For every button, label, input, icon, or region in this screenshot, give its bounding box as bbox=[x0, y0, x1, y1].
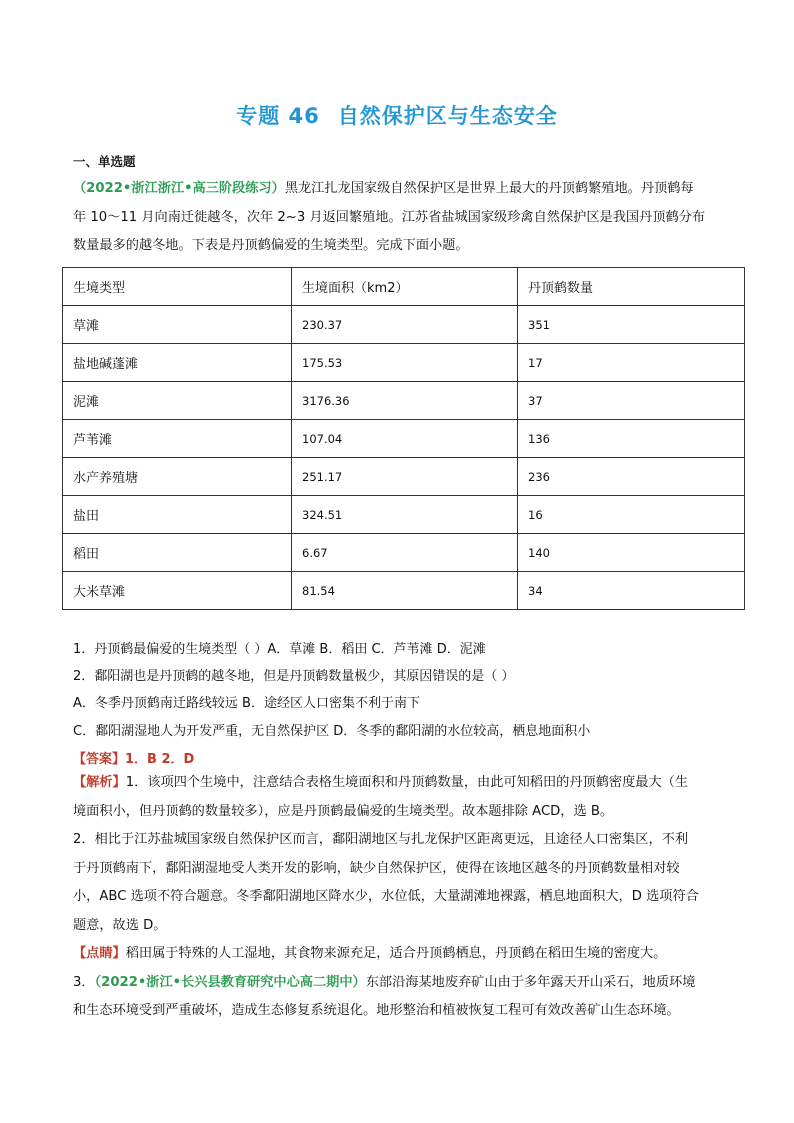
answer-line bbox=[73, 748, 733, 767]
question-3-line2: 和生态环境受到严重破坏，造成生态修复系统退化。地形整治和植被恢复工程可有效改善矿山生态环境。 bbox=[73, 1003, 680, 1018]
table-cell-area: 3176.36 bbox=[292, 382, 518, 420]
intro-line2: 年 10～11 月向南迁徙越冬，次年 2~3 月返回繁殖地。江苏省盐城国家级珍禽自然保护区是我国丹顶鹤分布 bbox=[73, 209, 706, 225]
intro-line3: 数量最多的越冬地。下表是丹顶鹤偏爱的生境类型。完成下面小题。 bbox=[73, 238, 469, 253]
table-cell-count: 17 bbox=[518, 344, 745, 382]
table-cell-area: 81.54 bbox=[292, 572, 518, 610]
table-row bbox=[63, 458, 745, 496]
table-header-cell: 生境面积（km2） bbox=[292, 268, 518, 306]
table-row bbox=[63, 344, 745, 382]
intro-line1: 黑龙江扎龙国家级自然保护区是世界上最大的丹顶鹤繁殖地。丹顶鹤每 bbox=[284, 181, 694, 196]
table-cell-count: 136 bbox=[518, 420, 745, 458]
table-cell-habitat: 稻田 bbox=[63, 534, 292, 572]
analysis-label: 【解析】 bbox=[73, 775, 126, 790]
question-3-number: 3． bbox=[73, 974, 95, 990]
table-cell-count: 351 bbox=[518, 306, 745, 344]
analysis-1a: 1．该项四个生境中，注意结合表格生境面积和丹顶鹤数量，由此可知稻田的丹顶鹤密度最大（生 bbox=[125, 775, 689, 790]
page-title bbox=[0, 100, 794, 130]
intro-source: （2022•浙江浙江•高三阶段练习） bbox=[73, 181, 285, 196]
table-header-cell: 丹顶鹤数量 bbox=[518, 268, 745, 306]
table-cell-count: 37 bbox=[518, 382, 745, 420]
analysis-2b: 于丹顶鹤南下，鄱阳湖湿地受人类开发的影响，缺少自然保护区，使得在该地区越冬的丹顶鹤数量相对较 bbox=[73, 860, 680, 876]
table-row bbox=[63, 534, 745, 572]
table-cell-area: 107.04 bbox=[292, 420, 518, 458]
habitat-table bbox=[62, 267, 745, 610]
table-cell-count: 16 bbox=[518, 496, 745, 534]
table-cell-habitat: 水产养殖塘 bbox=[63, 458, 292, 496]
table-cell-area: 251.17 bbox=[292, 458, 518, 496]
table-cell-habitat: 泥滩 bbox=[63, 382, 292, 420]
analysis-1b: 境面积小，但丹顶鹤的数量较多），应是丹顶鹤最偏爱的生境类型。故本题排除 ACD，选 B。 bbox=[73, 803, 614, 819]
question-2-options-cd: C．鄱阳湖湿地人为开发严重，无自然保护区 D．冬季的鄱阳湖的水位较高，栖息地面积小 bbox=[73, 724, 591, 739]
table-cell-area: 175.53 bbox=[292, 344, 518, 382]
table-cell-habitat: 芦苇滩 bbox=[63, 420, 292, 458]
table-row bbox=[63, 496, 745, 534]
answer-label: 【答案】 bbox=[73, 752, 126, 767]
table-header-cell: 生境类型 bbox=[63, 268, 292, 306]
question-1: 1．丹顶鹤最偏爱的生境类型（ ）A．草滩 B．稻田 C．芦苇滩 D．泥滩 bbox=[73, 642, 486, 657]
question-3-line1: 东部沿海某地废弃矿山由于多年露天开山采石，地质环境 bbox=[365, 974, 696, 990]
question-2: 2．鄱阳湖也是丹顶鹤的越冬地，但是丹顶鹤数量极少，其原因错误的是（ ） bbox=[73, 669, 515, 684]
comment-text: 稻田属于特殊的人工湿地，其食物来源充足，适合丹顶鹤栖息，丹顶鹤在稻田生境的密度大。 bbox=[125, 946, 667, 961]
table-row bbox=[63, 382, 745, 420]
intro-paragraph bbox=[73, 175, 725, 261]
analysis-2d: 题意，故选 D。 bbox=[73, 917, 167, 933]
analysis-block bbox=[73, 769, 725, 1026]
analysis-2c: 小，ABC 选项不符合题意。冬季鄱阳湖地区降水少，水位低，大量湖滩地裸露，栖息地面积大，D 选项符合 bbox=[73, 889, 699, 904]
table-cell-habitat: 草滩 bbox=[63, 306, 292, 344]
comment-label: 【点睛】 bbox=[73, 946, 126, 961]
table-row bbox=[63, 420, 745, 458]
table-row bbox=[63, 306, 745, 344]
table-header-row bbox=[63, 268, 745, 306]
table-cell-area: 6.67 bbox=[292, 534, 518, 572]
table-cell-count: 236 bbox=[518, 458, 745, 496]
question-3-source: （2022•浙江•长兴县教育研究中心高二期中） bbox=[94, 974, 366, 990]
table-cell-count: 140 bbox=[518, 534, 745, 572]
table-row bbox=[63, 572, 745, 610]
analysis-2a: 2．相比于江苏盐城国家级自然保护区而言，鄱阳湖地区与扎龙保护区距离更远，且途径人口密集区，不利 bbox=[73, 832, 689, 847]
question-2-options-ab: A．冬季丹顶鹤南迁路线较远 B．途经区人口密集不利于南下 bbox=[73, 696, 420, 711]
table-cell-count: 34 bbox=[518, 572, 745, 610]
title-main: 自然保护区与生态安全 bbox=[337, 104, 558, 128]
table-cell-area: 230.37 bbox=[292, 306, 518, 344]
table-cell-habitat: 盐田 bbox=[63, 496, 292, 534]
table-cell-habitat: 盐地碱蓬滩 bbox=[63, 344, 292, 382]
answer-text: 1．B 2．D bbox=[125, 752, 195, 767]
table-cell-habitat: 大米草滩 bbox=[63, 572, 292, 610]
title-prefix: 专题 46 bbox=[236, 104, 320, 128]
section-heading: 一、单选题 bbox=[73, 154, 136, 169]
table-cell-area: 324.51 bbox=[292, 496, 518, 534]
